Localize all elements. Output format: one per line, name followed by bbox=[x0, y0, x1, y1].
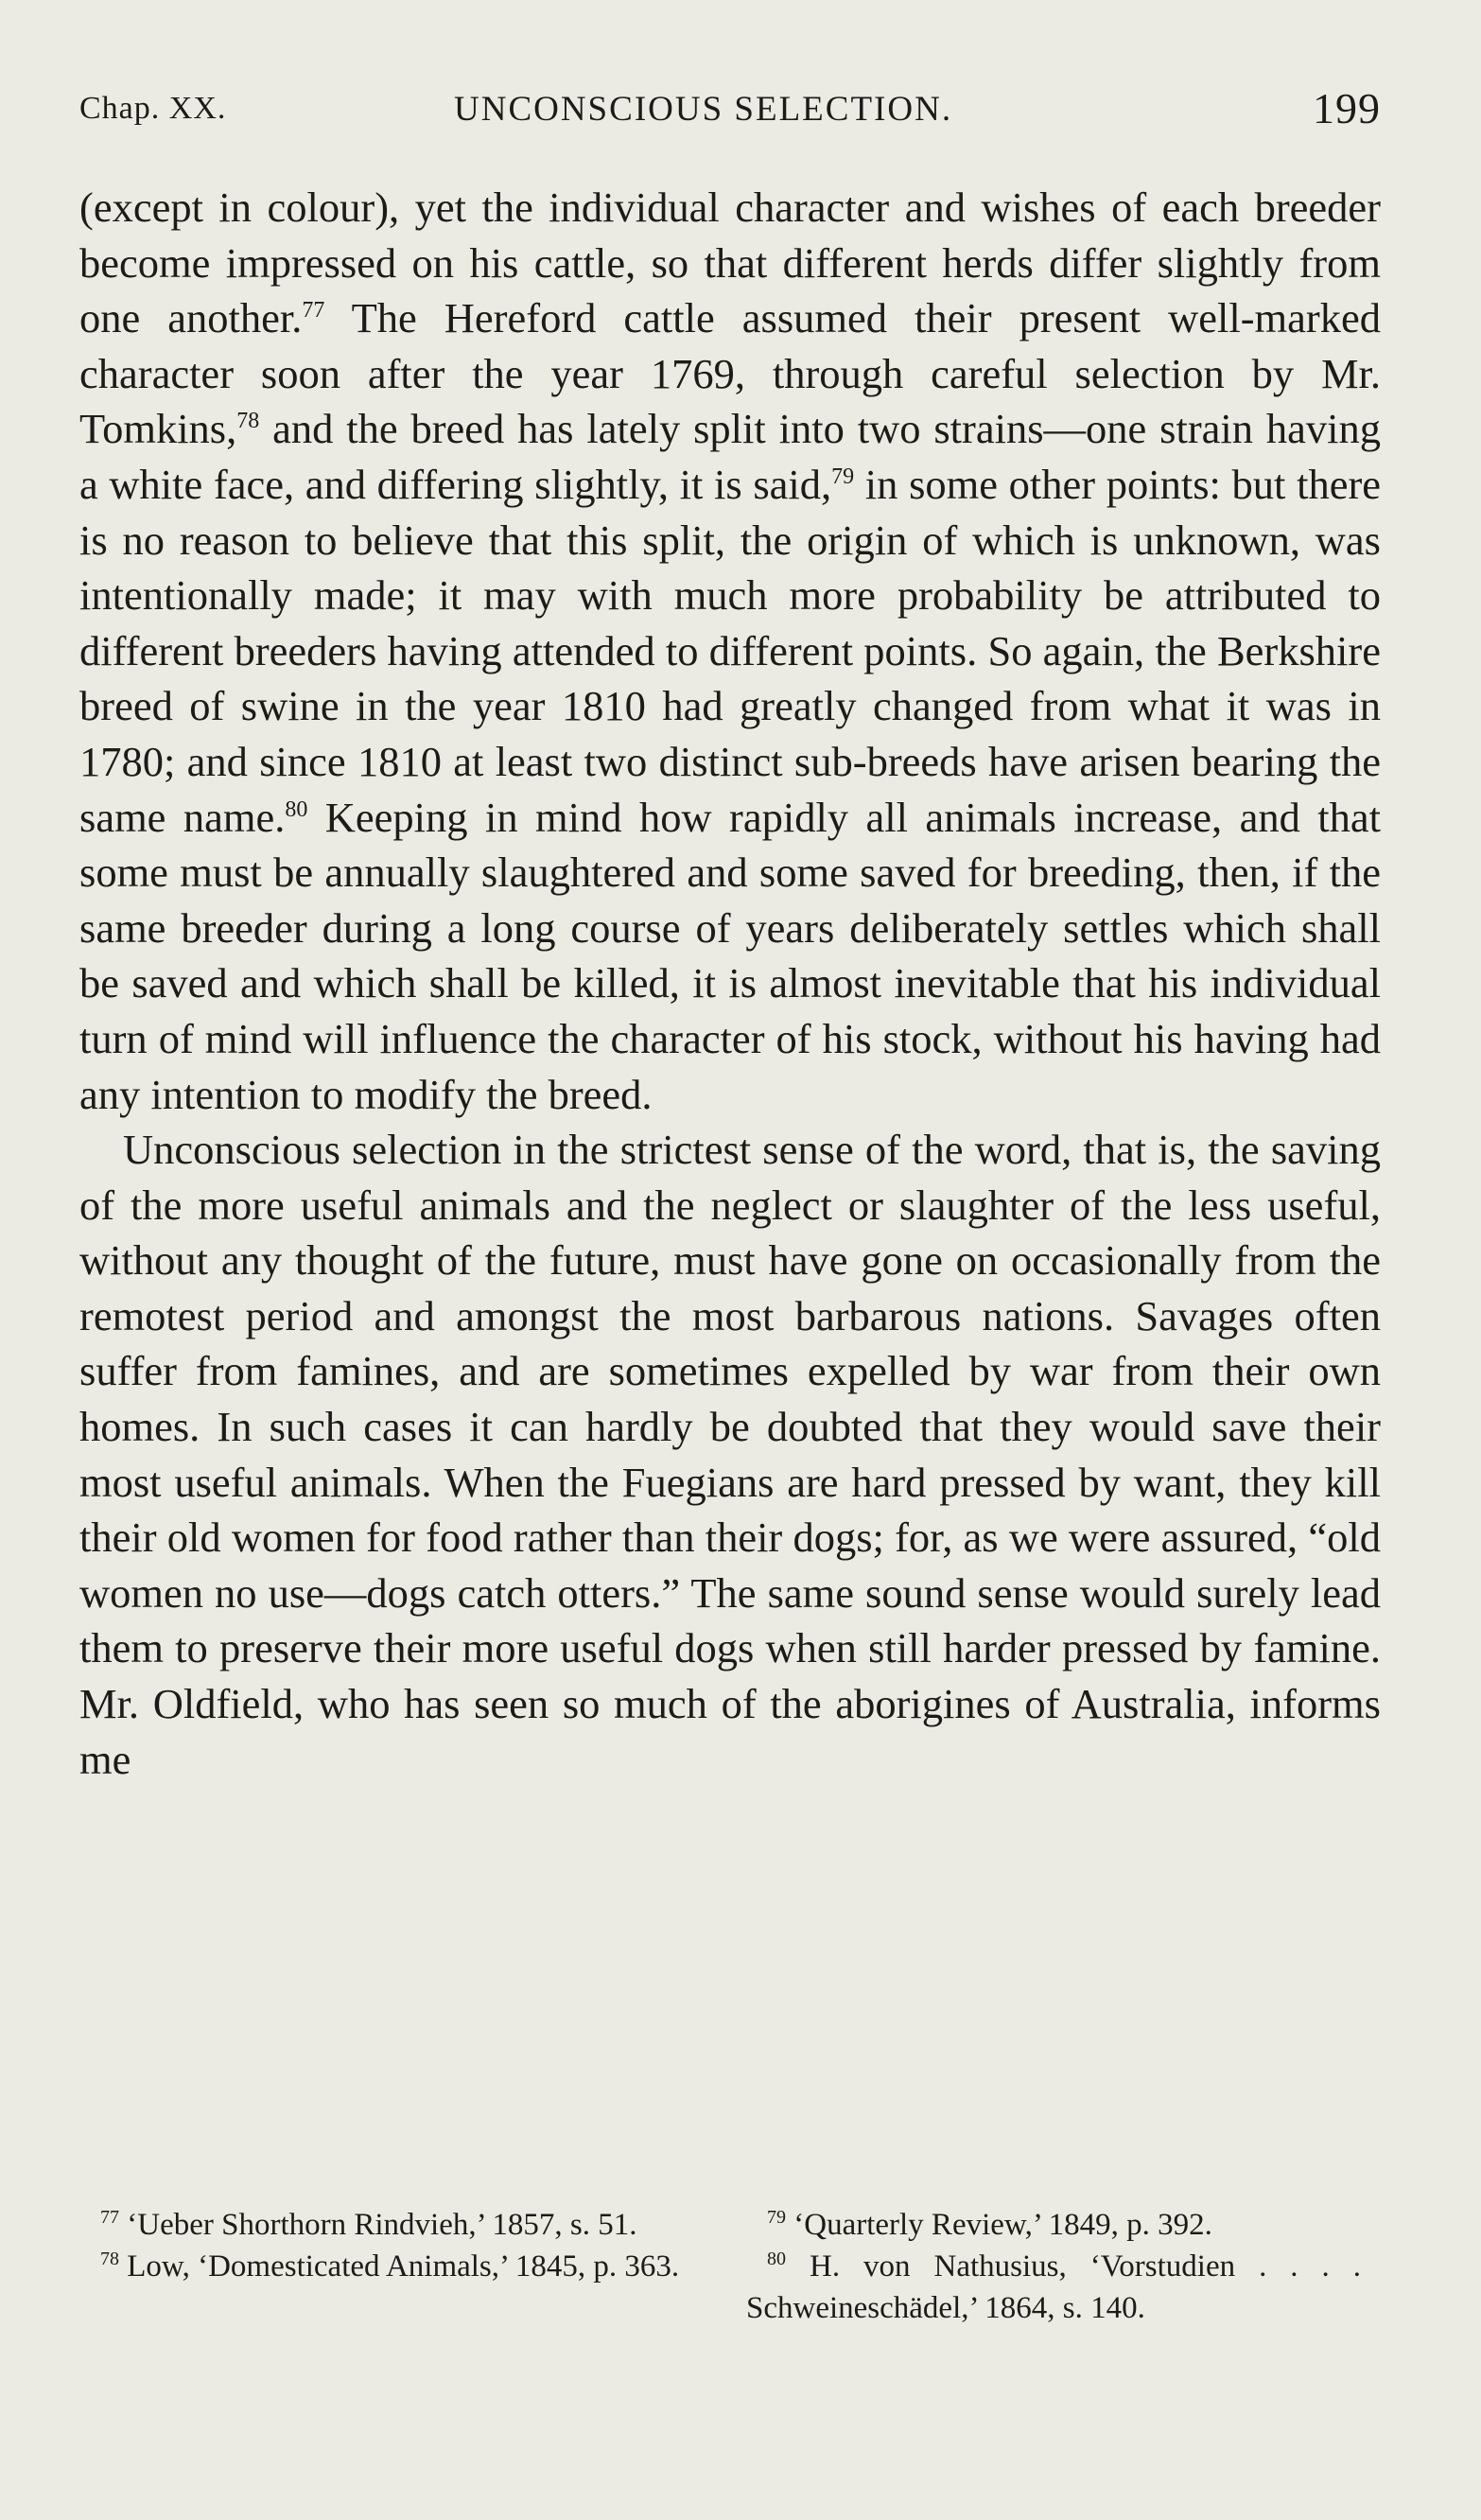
text-run: and the breed has lately split into two strains—one strain having a white face, and differing slightly, it is said, bbox=[79, 405, 1381, 508]
body-text bbox=[79, 180, 1381, 1787]
footnote-77 bbox=[79, 2204, 694, 2246]
page-number: 199 bbox=[1313, 84, 1381, 132]
text-run: Unconscious selection in the strictest sense of the word, that is, the saving of the more useful animals and the neglect or slaughter of the less useful, without any thought of the future, must have gone on occasionally from the remotest period and amongst the most barbarous nations. Savages often suffer from famines, and are sometimes expelled by war from their own homes. In such cases it can hardly be doubted that they would save their most useful animals. When the Fuegians are hard pressed by want, they kill their old women for food rather than their dogs; for, as we were assured, “old women no use—dogs catch otters.” The same sound sense would surely lead them to preserve their more useful dogs when still harder pressed by famine. Mr. Oldfield, who has seen so much of the aborigines of Australia, informs me bbox=[79, 1126, 1381, 1783]
text-run: in some other points: but there is no reason to believe that this split, the origin of which is unknown, was intentionally made; it may with much more probability be attributed to different breeders having attended to different points. So again, the Berkshire breed of swine in the year 1810 had greatly changed from what it was in 1780; and since 1810 at least two distinct sub-breeds have arisen bearing the same name. bbox=[79, 460, 1382, 841]
footnote-ref: 80 bbox=[285, 796, 308, 822]
footnote-number: 80 bbox=[767, 2249, 786, 2269]
paragraph-2 bbox=[79, 1122, 1381, 1787]
footnotes-right-column bbox=[746, 2204, 1361, 2329]
paragraph-1 bbox=[79, 180, 1381, 1122]
footnote-ref: 78 bbox=[236, 409, 260, 434]
footnote-number: 77 bbox=[100, 2207, 119, 2228]
footnotes-left-column bbox=[79, 2204, 694, 2287]
footnote-ref: 79 bbox=[831, 464, 855, 490]
running-title: UNCONSCIOUS SELECTION. bbox=[454, 90, 953, 129]
footnote-text: ‘Ueber Shorthorn Rindvieh,’ 1857, s. 51. bbox=[127, 2208, 637, 2242]
footnote-text: ‘Quarterly Review,’ 1849, p. 392. bbox=[793, 2208, 1212, 2242]
footnote-78 bbox=[79, 2246, 694, 2287]
footnote-ref: 77 bbox=[302, 298, 325, 324]
footnote-80 bbox=[746, 2246, 1361, 2329]
text-run: (except in colour), yet the individual character and wishes of each breeder become impressed on his cattle, so that different herds differ slightly from one another. bbox=[79, 184, 1381, 342]
text-run: The Hereford cattle assumed their present well-marked character soon after the year 1769, through careful selection by Mr. Tomkins, bbox=[79, 294, 1381, 453]
footnote-text: Low, ‘Domesticated Animals,’ 1845, p. 363. bbox=[127, 2249, 680, 2284]
footnote-text: H. von Nathusius, ‘Vorstudien . . . . Schweineschädel,’ 1864, s. 140. bbox=[746, 2249, 1362, 2325]
footnote-79 bbox=[746, 2204, 1361, 2246]
chapter-label: Chap. XX. bbox=[79, 91, 227, 126]
page-header bbox=[79, 83, 1381, 140]
footnotes bbox=[79, 2204, 1381, 2374]
footnote-number: 78 bbox=[100, 2249, 119, 2269]
text-run: Keeping in mind how rapidly all animals increase, and that some must be annually slaughtered and some saved for breeding, then, if the same breeder during a long course of years deliberately settles which shall be saved and which shall be killed, it is almost inevitable that his individual turn of mind will influence the character of his stock, without his having had any intention to modify the breed. bbox=[79, 793, 1381, 1118]
footnote-number: 79 bbox=[767, 2207, 786, 2228]
